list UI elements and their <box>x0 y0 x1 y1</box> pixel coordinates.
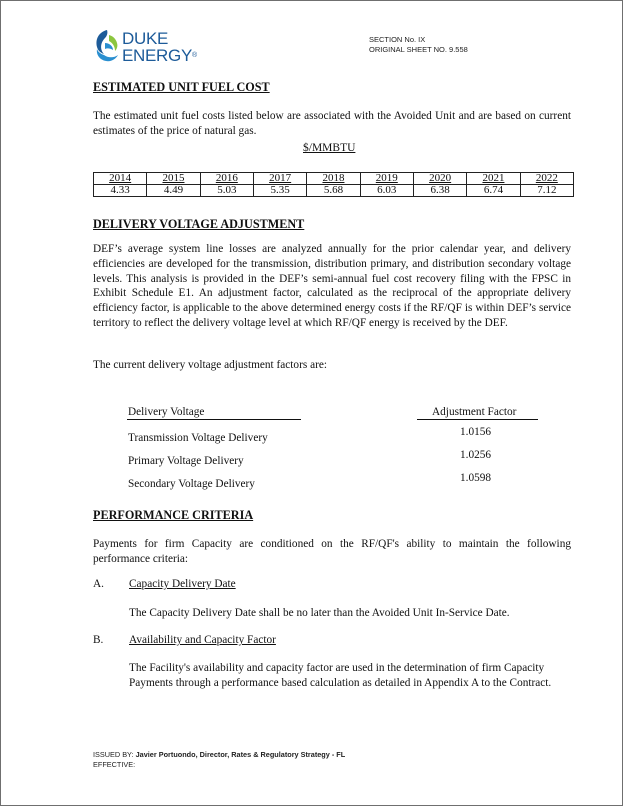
voltage-row-factor: 1.0598 <box>460 472 492 484</box>
cost-cell: 4.33 <box>94 185 147 197</box>
col-header-underline <box>417 419 538 420</box>
voltage-factors-intro: The current delivery voltage adjustment factors are: <box>93 359 327 371</box>
cost-cell: 5.35 <box>253 185 306 197</box>
performance-intro: Payments for firm Capacity are conditioned on the RF/QF's ability to maintain the following performance criteria: <box>93 538 571 565</box>
cost-cell: 7.12 <box>520 185 573 197</box>
year-cell: 2022 <box>520 173 573 185</box>
issued-by-label: ISSUED BY: <box>93 750 134 759</box>
year-cell: 2019 <box>360 173 413 185</box>
col-header-adjustment-factor: Adjustment Factor <box>432 406 517 418</box>
voltage-heading: DELIVERY VOLTAGE ADJUSTMENT <box>93 217 305 231</box>
year-cell: 2018 <box>307 173 360 185</box>
voltage-row-label: Transmission Voltage Delivery <box>128 432 268 444</box>
fuel-cost-table <box>93 172 574 197</box>
cost-cell: 5.68 <box>307 185 360 197</box>
criterion-title: Capacity Delivery Date <box>129 578 236 590</box>
fuel-cost-intro: The estimated unit fuel costs listed below are associated with the Avoided Unit and are based on current estimates of the price of natural gas. <box>93 110 571 137</box>
year-cell: 2015 <box>147 173 200 185</box>
voltage-row-label: Secondary Voltage Delivery <box>128 478 255 490</box>
criterion-letter: B. <box>93 634 104 646</box>
year-cell: 2020 <box>413 173 466 185</box>
sheet-header <box>369 35 468 55</box>
cost-cell: 4.49 <box>147 185 200 197</box>
criterion-title: Availability and Capacity Factor <box>129 634 276 646</box>
voltage-row-label: Primary Voltage Delivery <box>128 455 244 467</box>
logo-line-1: DUKE <box>122 29 169 48</box>
fuel-cost-value-row <box>94 185 574 197</box>
year-cell: 2016 <box>200 173 253 185</box>
fuel-cost-year-row <box>94 173 574 185</box>
criterion-letter: A. <box>93 578 104 590</box>
logo-line-2-text: ENERGY <box>122 46 192 65</box>
cost-cell: 6.03 <box>360 185 413 197</box>
voltage-body: DEF’s average system line losses are analyzed annually for the prior calendar year, and delivery efficiencies are developed for the transmission, distribution primary, and distribution secondary voltage levels. This analysis is provided in the DEF’s semi-annual fuel cost recovery filing with the FPSC in Exhibit Schedule E1. An adjustment factor, calculated as the reciprocal of the appropriate delivery efficiency factor, is applicable to the above determined energy costs if the RF/QF is within DEF’s service territory to reflect the delivery voltage level at which RF/QF energy is received by the DEF. <box>93 243 571 329</box>
performance-heading: PERFORMANCE CRITERIA <box>93 508 254 522</box>
cost-cell: 6.38 <box>413 185 466 197</box>
year-cell: 2021 <box>467 173 520 185</box>
col-header-delivery-voltage: Delivery Voltage <box>128 406 205 418</box>
criterion-text: The Facility's availability and capacity factor are used in the determination of firm Capacity Payments through a performance based calculation as detailed in Appendix A to the Contract. <box>129 662 552 689</box>
criterion-text: The Capacity Delivery Date shall be no later than the Avoided Unit In-Service Date. <box>129 607 510 619</box>
col-header-underline <box>127 419 301 420</box>
issued-by-name: Javier Portuondo, Director, Rates & Regulatory Strategy - FL <box>135 750 346 759</box>
cost-cell: 5.03 <box>200 185 253 197</box>
fuel-cost-heading: ESTIMATED UNIT FUEL COST <box>93 80 270 94</box>
year-cell: 2014 <box>94 173 147 185</box>
logo-line-2 <box>122 47 197 64</box>
voltage-row-factor: 1.0156 <box>460 426 492 438</box>
cost-cell: 6.74 <box>467 185 520 197</box>
sheet-number: ORIGINAL SHEET NO. 9.558 <box>369 45 468 54</box>
issued-footer <box>93 750 345 769</box>
voltage-row-factor: 1.0256 <box>460 449 492 461</box>
section-number: SECTION No. IX <box>369 35 426 44</box>
fuel-cost-unit: $/MMBTU <box>303 142 356 154</box>
registered-mark: ® <box>192 52 197 59</box>
duke-energy-logo <box>93 27 203 67</box>
duke-energy-mark-icon <box>93 27 121 63</box>
year-cell: 2017 <box>253 173 306 185</box>
effective-label: EFFECTIVE: <box>93 759 136 769</box>
issued-by-line <box>93 750 345 760</box>
